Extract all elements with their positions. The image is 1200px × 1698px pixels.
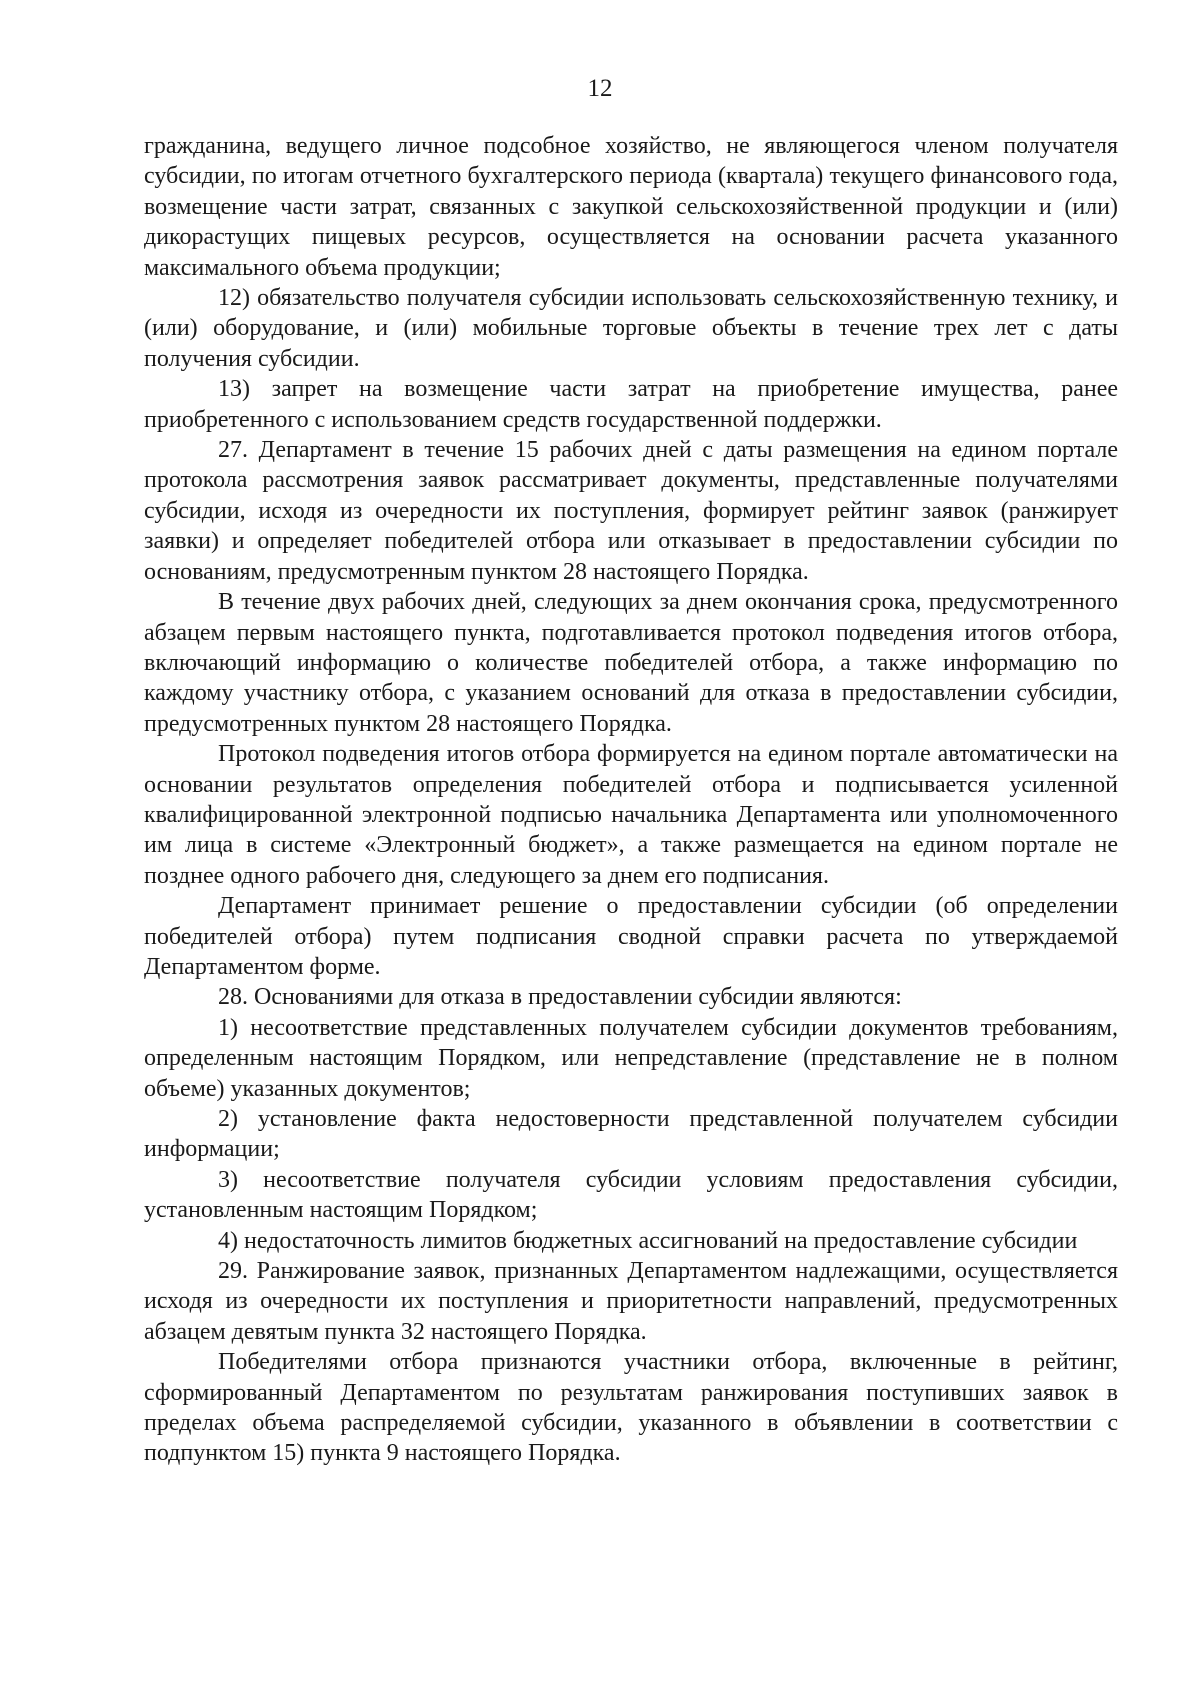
paragraph-clause-27: 27. Департамент в течение 15 рабочих дней с даты размещения на едином портале протокола рассмотрения заявок рассматривает документы, представленные получателями субсидии, исходя из очередности их поступления, формирует рейтинг заявок (ранжирует заявки) и определяет победителей отбора или отказывает в предоставлении субсидии по основаниям, предусмотренным пунктом 28 настоящего Порядка. [144,437,1118,585]
paragraph-clause-28-item-1: 1) несоответствие представленных получателем субсидии документов требованиям, определенным настоящим Порядком, или непредставление (представление не в полном объеме) указанных документов; [144,1014,1118,1102]
paragraph-clause-29: 29. Ранжирование заявок, признанных Департаментом надлежащими, осуществляется исходя из очередности их поступления и приоритетности направлений, предусмотренных абзацем девятым пункта 32 настоящего Порядка. [144,1258,1118,1345]
page-number: 12 [587,75,613,102]
paragraph-clause-27-part-3: Протокол подведения итогов отбора формируется на едином портале автоматически на основании результатов определения победителей отбора и подписывается усиленной квалифицированной электронной подписью начальника Департамента или уполномоченного им лица в системе «Электронный бюджет», а также размещается на едином портале не позднее одного рабочего дня, следующего за днем его подписания. [144,741,1118,889]
paragraph-item-12: 12) обязательство получателя субсидии использовать сельскохозяйственную технику, и (или) оборудование, и (или) мобильные торговые объекты в течение трех лет с даты получения субсидии. [144,285,1118,372]
paragraph-continuation: гражданина, ведущего личное подсобное хозяйство, не являющегося членом получателя субсидии, по итогам отчетного бухгалтерского периода (квартала) текущего финансового года, возмещение части затрат, связанных с закупкой сельскохозяйственной продукции и (или) дикорастущих пищевых ресурсов, осуществляется на основании расчета указанного максимального объема продукции; [144,133,1118,281]
paragraph-item-13: 13) запрет на возмещение части затрат на приобретение имущества, ранее приобретенного с использованием средств государственной поддержки. [144,376,1118,433]
paragraph-clause-28-item-2: 2) установление факта недостоверности представленной получателем субсидии информации; [144,1106,1118,1163]
paragraph-clause-28-item-3: 3) несоответствие получателя субсидии условиям предоставления субсидии, установленным настоящим Порядком; [144,1166,1118,1224]
document-body [144,131,1118,1469]
paragraph-clause-27-part-2: В течение двух рабочих дней, следующих за днем окончания срока, предусмотренного абзацем первым настоящего пункта, подготавливается протокол подведения итогов отбора, включающий информацию о количестве победителей отбора, а также информацию по каждому участнику отбора, с указанием оснований для отказа в предоставлении субсидии, предусмотренных пунктом 28 настоящего Порядка. [144,589,1118,737]
paragraph-clause-28-item-4: 4) недостаточность лимитов бюджетных ассигнований на предоставление субсидии [218,1227,1078,1254]
paragraph-clause-29-part-2: Победителями отбора признаются участники отбора, включенные в рейтинг, сформированный Департаментом по результатам ранжирования поступивших заявок в пределах объема распределяемой субсидии, указанного в объявлении в соответствии с подпунктом 15) пункта 9 настоящего Порядка. [144,1349,1118,1467]
paragraph-clause-28: 28. Основаниями для отказа в предоставлении субсидии являются: [218,984,902,1011]
paragraph-clause-27-part-4: Департамент принимает решение о предоставлении субсидии (об определении победителей отбора) путем подписания сводной справки расчета по утверждаемой Департаментом форме. [144,893,1118,980]
